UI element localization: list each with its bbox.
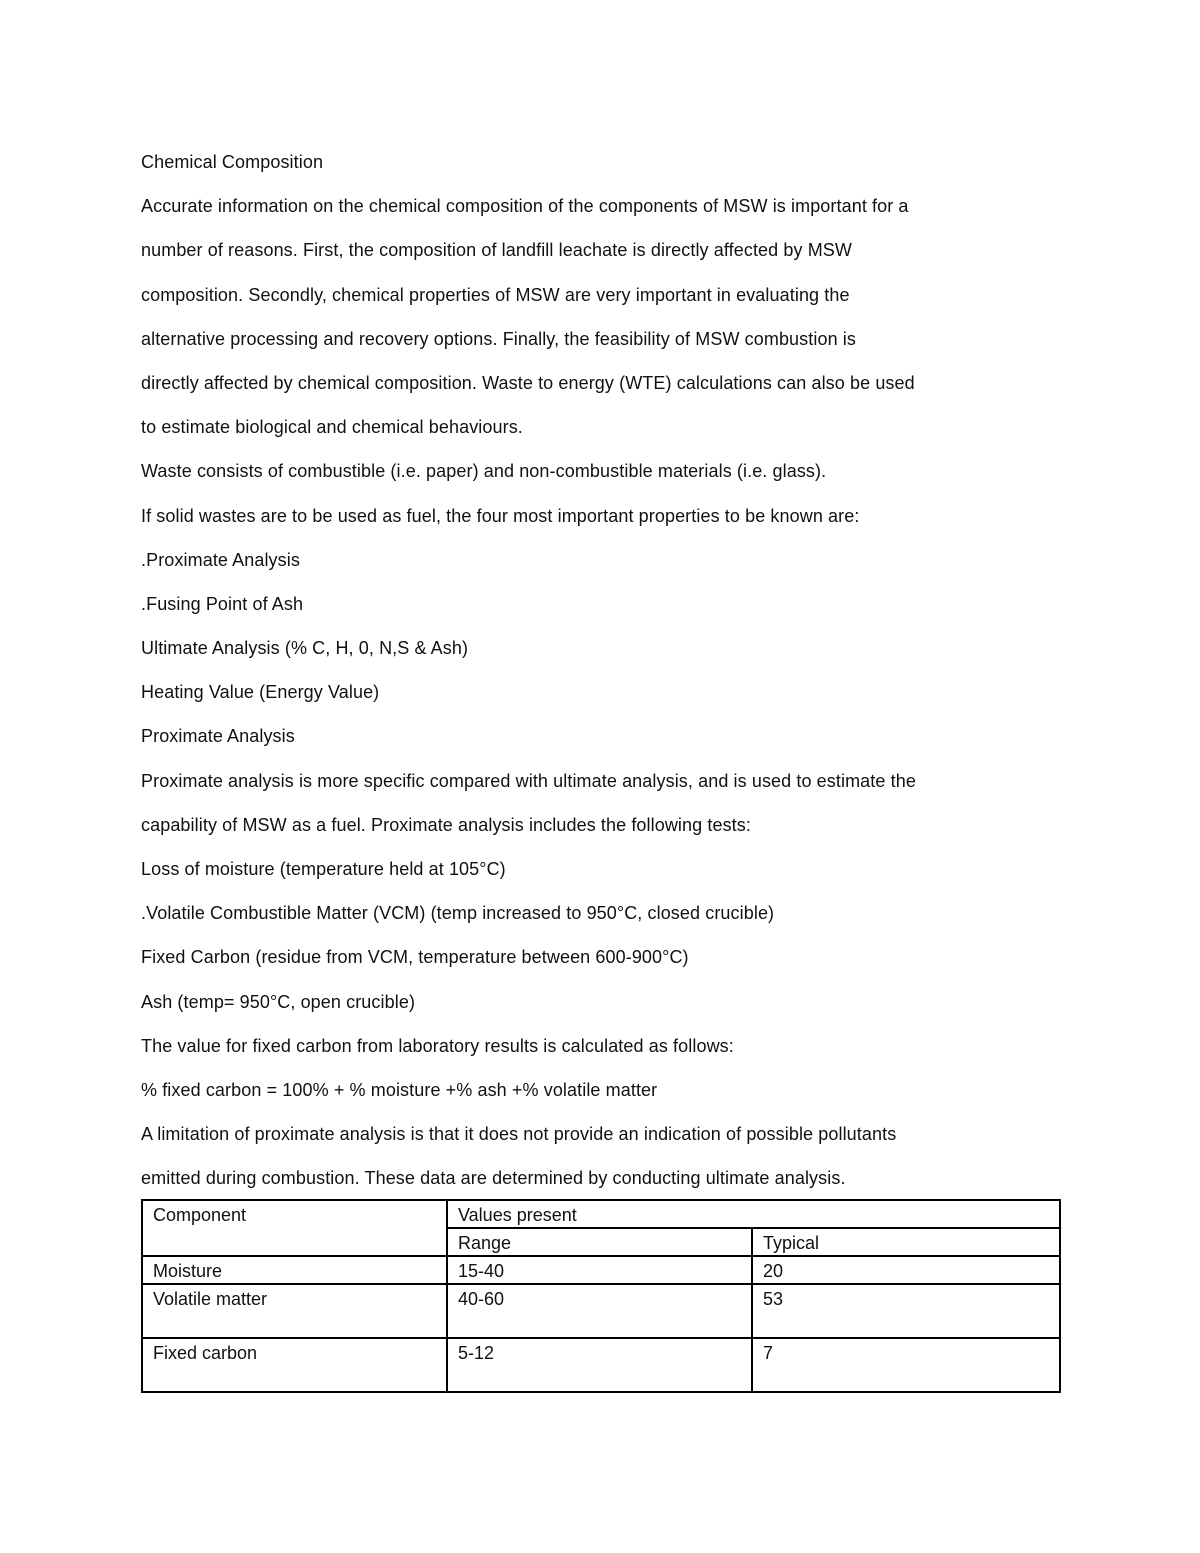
paragraph-line: The value for fixed carbon from laboratory results is calculated as follows: xyxy=(141,1035,734,1056)
cell-component: Fixed carbon xyxy=(142,1338,447,1392)
subheader-range: Range xyxy=(447,1228,752,1256)
paragraph-line: Accurate information on the chemical composition of the components of MSW is important for a xyxy=(141,196,909,217)
header-values-present: Values present xyxy=(447,1200,1060,1228)
list-item: Ash (temp= 950°C, open crucible) xyxy=(141,991,416,1012)
list-item: Loss of moisture (temperature held at 105°C) xyxy=(141,859,506,879)
table-row xyxy=(142,1338,1060,1392)
paragraph-line: Waste consists of combustible (i.e. paper) and non-combustible materials (i.e. glass). xyxy=(141,461,827,482)
document-body xyxy=(141,140,1059,1201)
paragraph-line: alternative processing and recovery options. Finally, the feasibility of MSW combustion is xyxy=(141,328,856,349)
paragraph-line: capability of MSW as a fuel. Proximate analysis includes the following tests: xyxy=(141,814,751,835)
paragraph-line: Proximate analysis is more specific compared with ultimate analysis, and is used to estimate the xyxy=(141,770,916,791)
list-item: .Fusing Point of Ash xyxy=(141,593,304,614)
cell-range: 40-60 xyxy=(447,1284,752,1338)
list-item: Fixed Carbon (residue from VCM, temperature between 600-900°C) xyxy=(141,947,689,968)
subsection-heading: Proximate Analysis xyxy=(141,726,295,747)
table-row xyxy=(142,1284,1060,1338)
subheader-typical: Typical xyxy=(752,1228,1060,1256)
paragraph-line: If solid wastes are to be used as fuel, the four most important properties to be known are: xyxy=(141,505,860,526)
list-item: .Proximate Analysis xyxy=(141,549,300,570)
paragraph-line: A limitation of proximate analysis is that it does not provide an indication of possible pollutants xyxy=(141,1124,897,1145)
list-item: Ultimate Analysis (% C, H, 0, N,S & Ash) xyxy=(141,638,469,659)
list-item: Heating Value (Energy Value) xyxy=(141,682,380,703)
paragraph-line: composition. Secondly, chemical properties of MSW are very important in evaluating the xyxy=(141,284,850,305)
paragraph-line: to estimate biological and chemical behaviours. xyxy=(141,417,523,438)
table-row xyxy=(142,1256,1060,1284)
cell-range: 5-12 xyxy=(447,1338,752,1392)
cell-range: 15-40 xyxy=(447,1256,752,1284)
cell-component: Volatile matter xyxy=(142,1284,447,1338)
list-item: .Volatile Combustible Matter (VCM) (temp increased to 950°C, closed crucible) xyxy=(141,903,775,924)
cell-typical: 7 xyxy=(752,1338,1060,1392)
formula-line: % fixed carbon = 100% + % moisture +% ash +% volatile matter xyxy=(141,1079,658,1100)
cell-typical: 53 xyxy=(752,1284,1060,1338)
cell-typical: 20 xyxy=(752,1256,1060,1284)
proximate-analysis-table xyxy=(141,1199,1061,1393)
header-component: Component xyxy=(142,1200,447,1256)
paragraph-line: number of reasons. First, the composition of landfill leachate is directly affected by MSW xyxy=(141,240,852,261)
table-header-row xyxy=(142,1200,1060,1228)
paragraph-line: emitted during combustion. These data are determined by conducting ultimate analysis. xyxy=(141,1168,846,1189)
section-heading: Chemical Composition xyxy=(141,152,324,172)
cell-component: Moisture xyxy=(142,1256,447,1284)
paragraph-line: directly affected by chemical composition. Waste to energy (WTE) calculations can also be used xyxy=(141,372,915,393)
